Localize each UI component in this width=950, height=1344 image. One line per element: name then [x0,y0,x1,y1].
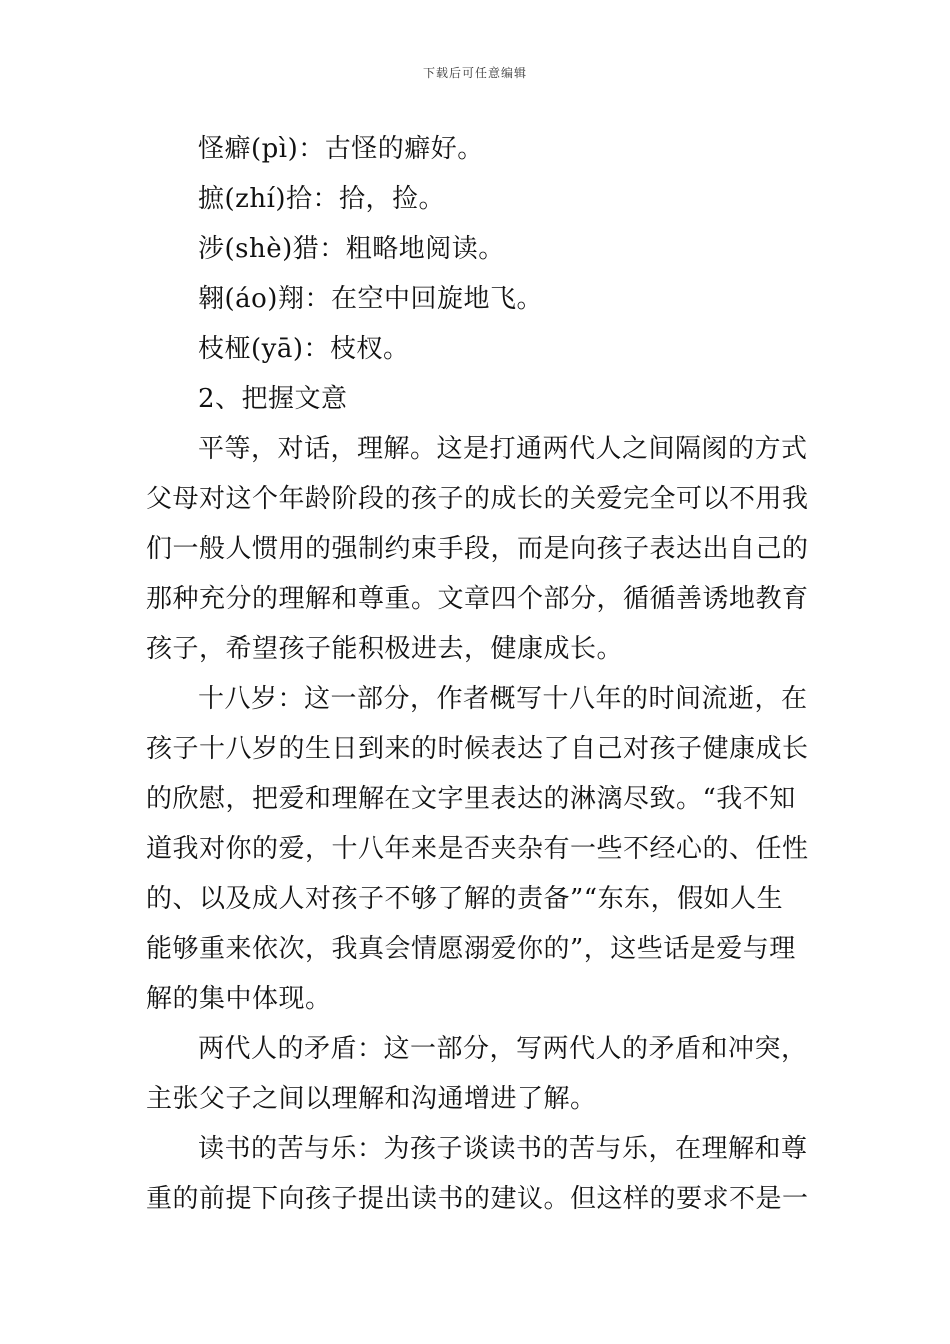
vocab-item: 怪癖(pì)：古怪的癖好。 [198,134,484,164]
paragraph-conflict [146,1024,810,1124]
paragraph-line: 孩子十八岁的生日到来的时候表达了自己对孩子健康成长 [146,734,809,764]
paragraph-line: 解的集中体现。 [146,984,332,1014]
vocab-item: 摭(zhí)拾：拾，捡。 [198,184,446,214]
paragraph-line: 父母对这个年龄阶段的孩子的成长的关爱完全可以不用我 [146,484,809,514]
paragraph-line: 的欣慰，把爱和理解在文字里表达的淋漓尽致。“我不知 [146,784,796,814]
paragraph-line: 两代人的矛盾：这一部分，写两代人的矛盾和冲突， [198,1034,808,1064]
paragraph-line: 重的前提下向孩子提出读书的建议。但这样的要求不是一 [146,1184,809,1214]
paragraph-line: 孩子，希望孩子能积极进去，健康成长。 [146,634,624,664]
paragraph-reading [146,1124,810,1224]
paragraph-line: 主张父子之间以理解和沟通增进了解。 [146,1084,597,1114]
paragraph-line: 的、以及成人对孩子不够了解的责备”“东东，假如人生 [146,884,784,914]
paragraph-line: 平等，对话，理解。这是打通两代人之间隔阂的方式 [198,434,808,464]
paragraph-line: 读书的苦与乐：为孩子谈读书的苦与乐，在理解和尊 [198,1134,808,1164]
paragraph-line: 十八岁：这一部分，作者概写十八年的时间流逝，在 [198,684,808,714]
document-body [146,124,810,1224]
section-heading: 2、把握文意 [198,384,348,414]
paragraph-eighteen [146,674,810,1024]
paragraph-line: 那种充分的理解和尊重。文章四个部分，循循善诱地教育 [146,584,809,614]
vocab-item: 涉(shè)猎：粗略地阅读。 [198,234,505,264]
vocab-item: 枝桠(yā)：枝杈。 [198,334,410,364]
paragraph-overview [146,424,810,674]
paragraph-line: 们一般人惯用的强制约束手段，而是向孩子表达出自己的 [146,534,809,564]
paragraph-line: 能够重来依次，我真会情愿溺爱你的”，这些话是爱与理 [146,934,796,964]
page-header: 下载后可任意编辑 [422,66,527,80]
vocab-item: 翱(áo)翔：在空中回旋地飞。 [198,284,543,314]
paragraph-line: 道我对你的爱，十八年来是否夹杂有一些不经心的、任性 [146,834,809,864]
